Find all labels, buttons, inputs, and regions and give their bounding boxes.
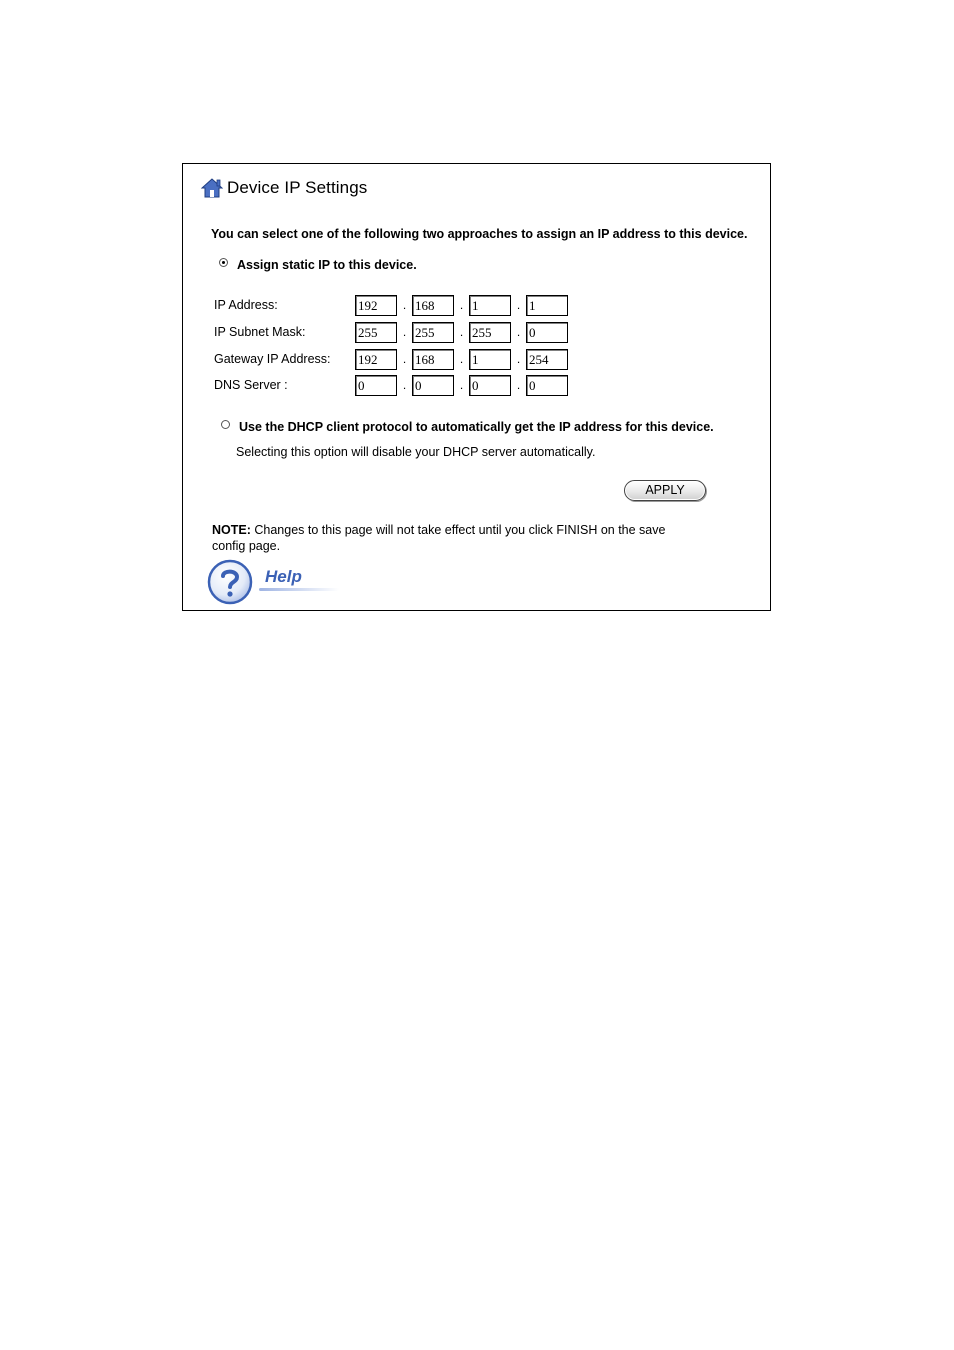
octet-separator: . <box>459 324 464 339</box>
dhcp-radio[interactable] <box>221 420 230 429</box>
octet-separator: . <box>516 297 521 312</box>
apply-button[interactable]: APPLY <box>624 480 706 501</box>
gateway-octet-4[interactable]: 254 <box>526 349 568 370</box>
dhcp-note: Selecting this option will disable your DHCP server automatically. <box>236 445 596 459</box>
ip-address-octet-3[interactable]: 1 <box>469 295 511 316</box>
note-text <box>212 522 702 554</box>
ip-address-row <box>214 294 568 316</box>
octet-separator: . <box>402 324 407 339</box>
help-underline <box>259 588 339 591</box>
octet-separator: . <box>516 377 521 392</box>
static-ip-label: Assign static IP to this device. <box>237 258 417 272</box>
gateway-label: Gateway IP Address: <box>214 352 331 366</box>
ip-address-octet-1[interactable]: 192 <box>355 295 397 316</box>
subnet-mask-label: IP Subnet Mask: <box>214 325 306 339</box>
gateway-row <box>214 348 568 370</box>
help-icon <box>207 559 253 605</box>
subnet-mask-octet-2[interactable]: 255 <box>412 322 454 343</box>
subnet-mask-row <box>214 321 568 343</box>
title-row <box>201 176 367 200</box>
dns-server-octet-2[interactable]: 0 <box>412 375 454 396</box>
ip-address-octet-2[interactable]: 168 <box>412 295 454 316</box>
intro-text: You can select one of the following two approaches to assign an IP address to this device. <box>211 227 748 241</box>
gateway-octet-2[interactable]: 168 <box>412 349 454 370</box>
octet-separator: . <box>459 351 464 366</box>
page-title: Device IP Settings <box>227 178 368 197</box>
dns-server-octet-4[interactable]: 0 <box>526 375 568 396</box>
dns-server-octet-3[interactable]: 0 <box>469 375 511 396</box>
dns-server-label: DNS Server : <box>214 378 288 392</box>
note-prefix: NOTE: <box>212 523 251 537</box>
note-body: Changes to this page will not take effect until you click FINISH on the save config page. <box>212 523 666 553</box>
octet-separator: . <box>402 351 407 366</box>
gateway-octet-3[interactable]: 1 <box>469 349 511 370</box>
static-ip-radio[interactable] <box>219 258 228 267</box>
octet-separator: . <box>516 324 521 339</box>
dhcp-option[interactable] <box>221 420 714 434</box>
dhcp-label: Use the DHCP client protocol to automatically get the IP address for this device. <box>239 420 714 434</box>
static-ip-option[interactable] <box>219 258 417 272</box>
ip-address-octet-4[interactable]: 1 <box>526 295 568 316</box>
octet-separator: . <box>402 297 407 312</box>
ip-address-label: IP Address: <box>214 298 278 312</box>
home-icon <box>201 178 223 198</box>
octet-separator: . <box>459 377 464 392</box>
help-link[interactable] <box>207 558 347 606</box>
device-ip-settings-panel <box>182 163 771 611</box>
octet-separator: . <box>459 297 464 312</box>
subnet-mask-octet-3[interactable]: 255 <box>469 322 511 343</box>
subnet-mask-octet-4[interactable]: 0 <box>526 322 568 343</box>
octet-separator: . <box>402 377 407 392</box>
subnet-mask-octet-1[interactable]: 255 <box>355 322 397 343</box>
gateway-octet-1[interactable]: 192 <box>355 349 397 370</box>
dns-server-row <box>214 374 568 396</box>
dns-server-octet-1[interactable]: 0 <box>355 375 397 396</box>
help-label: Help <box>265 567 302 586</box>
octet-separator: . <box>516 351 521 366</box>
